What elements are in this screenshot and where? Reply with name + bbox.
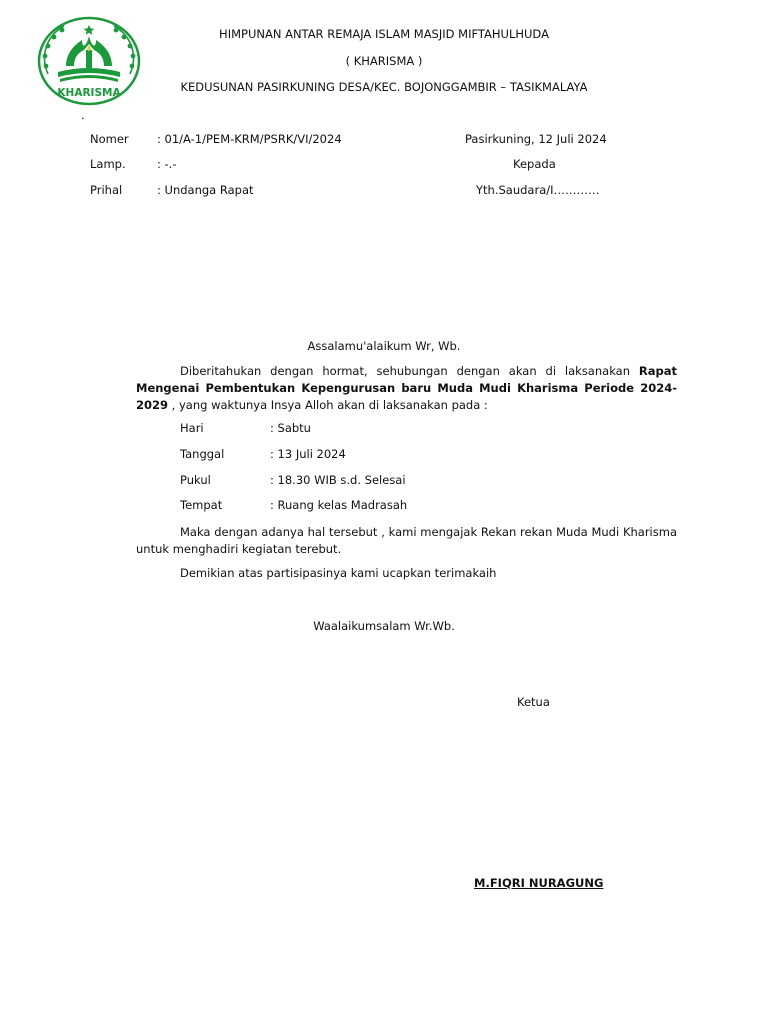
intro-post: , yang waktunya Insya Alloh akan di laksanakan pada : [168,398,488,412]
intro-pre: Diberitahukan dengan hormat, sehubungan dengan akan di laksanakan [180,364,639,378]
nomer-value: : 01/A-1/PEM-KRM/PSRK/VI/2024 [157,132,342,146]
closing: Waalaikumsalam Wr.Wb. [313,619,455,633]
greeting: Assalamu'alaikum Wr, Wb. [307,339,461,353]
thanks-paragraph: Demikian atas partisipasinya kami ucapkan terimakaih [180,566,497,580]
recipient: Yth.Saudara/I………… [476,183,600,197]
detail-value: : 18.30 WIB s.d. Selesai [270,473,406,487]
kepada-label: Kepada [513,157,556,171]
lamp-label: Lamp. [90,157,126,171]
prihal-value: : Undanga Rapat [157,183,254,197]
org-name: HIMPUNAN ANTAR REMAJA ISLAM MASJID MIFTAHULHUDA [219,27,549,41]
detail-value: : 13 Juli 2024 [270,447,346,461]
letter-date: Pasirkuning, 12 Juli 2024 [465,132,607,146]
detail-label: Tempat [180,498,223,512]
signatory-title: Ketua [517,695,550,709]
detail-value: : Ruang kelas Madrasah [270,498,408,512]
detail-label: Pukul [180,473,211,487]
signatory-name: M.FIQRI NURAGUNG [474,876,604,890]
detail-label: Hari [180,421,204,435]
intro-paragraph [136,363,677,414]
org-abbreviation: ( KHARISMA ) [345,54,423,68]
prihal-label: Prihal [90,183,123,197]
detail-value: : Sabtu [270,421,311,435]
detail-label: Tanggal [180,447,225,461]
stray-dot: . [81,108,85,122]
invitation-paragraph: Maka dengan adanya hal tersebut , kami mengajak Rekan rekan Muda Mudi Kharisma untuk menghadiri kegiatan terebut. [136,525,677,556]
nomer-label: Nomer [90,132,129,146]
svg-text:KHARISMA: KHARISMA [57,87,121,99]
org-address: KEDUSUNAN PASIRKUNING DESA/KEC. BOJONGGAMBIR – TASIKMALAYA [180,80,588,94]
meeting-title: Rapat Mengenai Pembentukan Kepengurusan baru Muda Mudi Kharisma Periode 2024-2029 [136,364,677,412]
lamp-value: : -.- [157,157,177,171]
